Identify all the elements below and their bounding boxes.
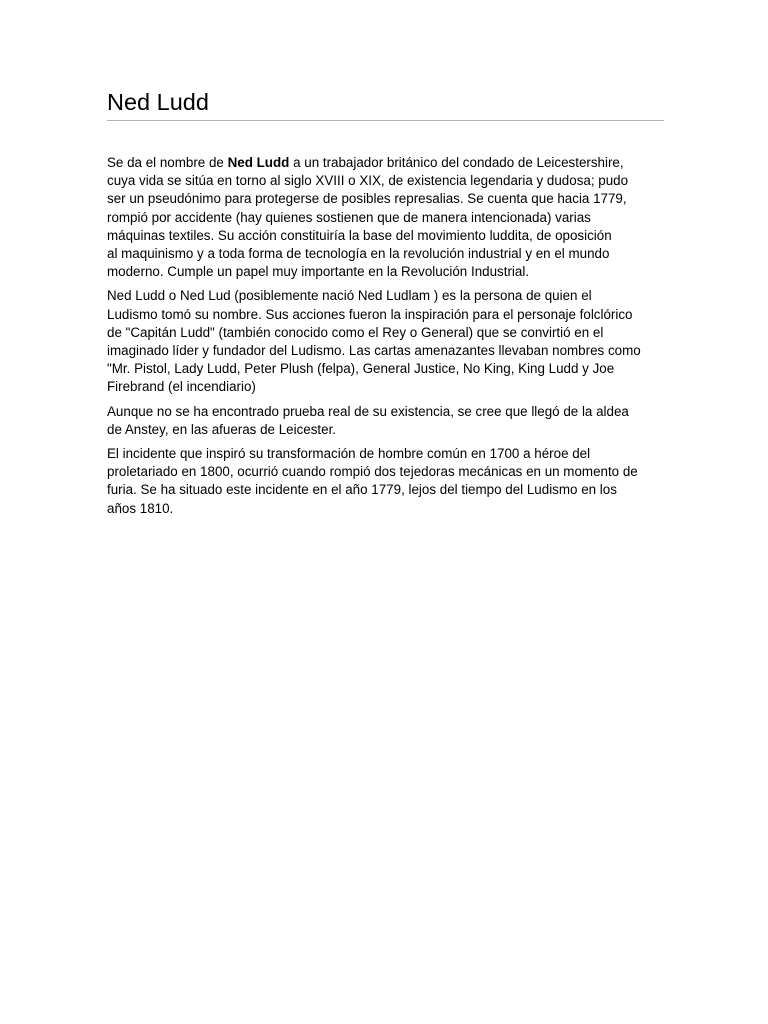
text-segment: proletariado en 1800, ocurrió cuando rompió dos tejedoras mecánicas en un momento de xyxy=(107,464,638,480)
text-segment: imaginado líder y fundador del Ludismo. Las cartas amenazantes llevaban nombres como xyxy=(107,343,641,359)
text-segment: de "Capitán Ludd" (también conocido como el Rey o General) que se convirtió en el xyxy=(107,324,604,340)
text-line xyxy=(107,287,664,305)
text-segment: al maquinismo y a toda forma de tecnología en la revolución industrial y en el mundo xyxy=(107,246,610,262)
paragraph xyxy=(107,445,664,518)
text-line xyxy=(107,190,664,208)
document-body xyxy=(107,154,664,518)
text-line xyxy=(107,481,664,499)
text-segment: Ned Ludd o Ned Lud (posiblemente nació Ned Ludlam ) es la persona de quien el xyxy=(107,288,592,304)
text-line xyxy=(107,245,664,263)
text-line xyxy=(107,500,664,518)
text-line xyxy=(107,227,664,245)
text-line xyxy=(107,403,664,421)
text-line xyxy=(107,378,664,396)
text-segment: años 1810. xyxy=(107,500,174,516)
text-line xyxy=(107,154,664,172)
bold-text: Ned Ludd xyxy=(227,155,290,170)
page-title: Ned Ludd xyxy=(107,88,664,121)
text-segment: Ludismo tomó su nombre. Sus acciones fueron la inspiración para el personaje folclórico xyxy=(107,306,633,322)
text-line xyxy=(107,342,664,360)
text-segment: ser un pseudónimo para protegerse de posibles represalias. Se cuenta que hacia 1779, xyxy=(107,191,627,207)
document-page xyxy=(107,88,664,524)
text-line xyxy=(107,306,664,324)
text-line xyxy=(107,463,664,481)
text-segment: máquinas textiles. Su acción constituiría la base del movimiento luddita, de oposición xyxy=(107,227,612,243)
text-line xyxy=(107,324,664,342)
text-line xyxy=(107,209,664,227)
text-segment: cuya vida se sitúa en torno al siglo XVIII o XIX, de existencia legendaria y dudosa; pudo xyxy=(107,173,629,189)
paragraph xyxy=(107,154,664,281)
text-segment: furia. Se ha situado este incidente en el año 1779, lejos del tiempo del Ludismo en los xyxy=(107,482,617,498)
text-line xyxy=(107,263,664,281)
text-line xyxy=(107,421,664,439)
text-segment: Se da el nombre de xyxy=(107,155,228,170)
paragraph xyxy=(107,403,664,439)
text-segment: Firebrand (el incendiario) xyxy=(107,379,256,395)
text-line xyxy=(107,360,664,378)
text-segment: rompió por accidente (hay quienes sostienen que de manera intencionada) varias xyxy=(107,209,591,225)
text-segment: Aunque no se ha encontrado prueba real de su existencia, se cree que llegó de la aldea xyxy=(107,403,629,419)
text-line xyxy=(107,445,664,463)
text-line xyxy=(107,172,664,190)
text-segment: El incidente que inspiró su transformación de hombre común en 1700 a héroe del xyxy=(107,446,591,462)
text-segment: a un trabajador británico del condado de Leicestershire, xyxy=(289,155,624,170)
text-segment: moderno. Cumple un papel muy importante en la Revolución Industrial. xyxy=(107,264,530,280)
text-segment: de Anstey, en las afueras de Leicester. xyxy=(107,421,337,437)
paragraph xyxy=(107,287,664,396)
text-segment: "Mr. Pistol, Lady Ludd, Peter Plush (felpa), General Justice, No King, King Ludd y Joe xyxy=(107,361,615,377)
